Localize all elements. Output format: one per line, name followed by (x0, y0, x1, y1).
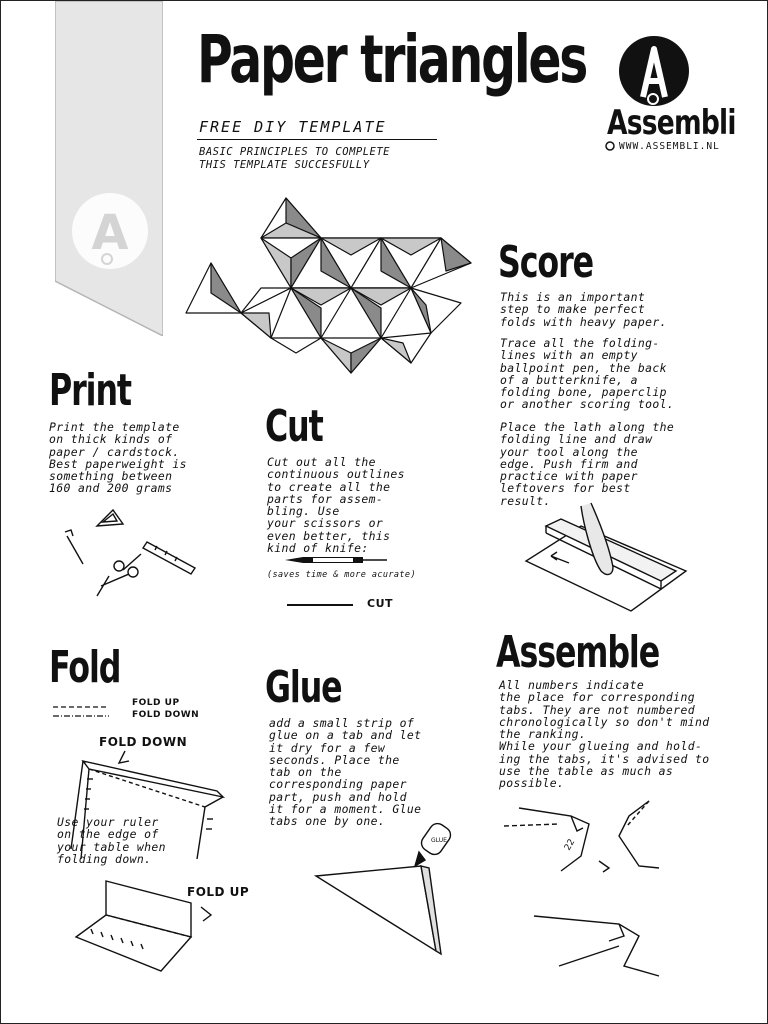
cut-line-sample (287, 604, 353, 606)
cut-line-label: CUT (367, 597, 394, 610)
assemble-body: All numbers indicate the place for corresponding tabs. They are not numbered chronologically so don't mind the ranking. While your glueing and hold- ing the tabs, it's advised to use the table as much as possible. (499, 678, 710, 791)
print-body: Print the template on thick kinds of paper / cardstock. Best paperweight is something between 160 and 200 grams (49, 420, 187, 496)
hex-nut-icon (604, 140, 616, 152)
fold-legend-up: FOLD UP (132, 698, 180, 708)
craft-knife-icon (283, 554, 393, 566)
scoring-illustration (521, 501, 691, 616)
brand-name: Assembli (607, 103, 736, 143)
print-tools-illustration (61, 506, 206, 606)
cut-heading: Cut (265, 401, 323, 452)
score-paragraph-3: Place the lath along the folding line and draw your tool along the edge. Push firm and practice with paper leftovers for best result. (500, 420, 675, 508)
svg-text:GLUE: GLUE (431, 837, 447, 844)
fold-up-label: FOLD UP (187, 885, 250, 899)
ribbon-bookmark (55, 1, 163, 336)
fold-legend-lines (53, 703, 113, 719)
fold-heading: Fold (49, 642, 121, 693)
fold-legend-down: FOLD DOWN (132, 710, 200, 720)
fold-up-illustration (71, 877, 221, 977)
paper-triangles-illustration (181, 193, 481, 378)
svg-text:A: A (91, 205, 129, 261)
fold-body: Use your ruler on the edge of your table when folding down. (57, 815, 166, 866)
page-title: Paper triangles (197, 21, 587, 98)
score-paragraph-2: Trace all the folding- lines with an empty ballpoint pen, the back of a butterknife, a folding bone, paperclip or another scoring tool. (500, 336, 675, 412)
cut-body: Cut out all the continuous outlines to create all the parts for assem- bling. Use your scissors or even better, this kind of knife: (267, 455, 405, 556)
subtitle-divider (197, 139, 437, 140)
intro-text: BASIC PRINCIPLES TO COMPLETE THIS TEMPLATE SUCCESFULLY (199, 146, 391, 171)
tab-number-label: 22 (562, 837, 578, 853)
cut-note: (saves time & more acurate) (267, 570, 416, 580)
glue-body: add a small strip of glue on a tab and let it dry for a few seconds. Place the tab on the corresponding paper part, push and hold it for a moment. Glue tabs one by one. (269, 716, 422, 829)
print-heading: Print (49, 365, 132, 416)
assemble-heading: Assemble (496, 627, 660, 678)
glue-illustration (311, 816, 461, 961)
assemble-illustration (499, 796, 664, 981)
brand-url: WWW.ASSEMBLI.NL (619, 141, 720, 152)
score-paragraph-1: This is an important step to make perfect folds with heavy paper. (500, 290, 667, 329)
page-subtitle: FREE DIY TEMPLATE (199, 118, 387, 136)
score-heading: Score (498, 237, 594, 288)
glue-heading: Glue (265, 662, 342, 713)
fold-down-label: FOLD DOWN (99, 735, 188, 749)
